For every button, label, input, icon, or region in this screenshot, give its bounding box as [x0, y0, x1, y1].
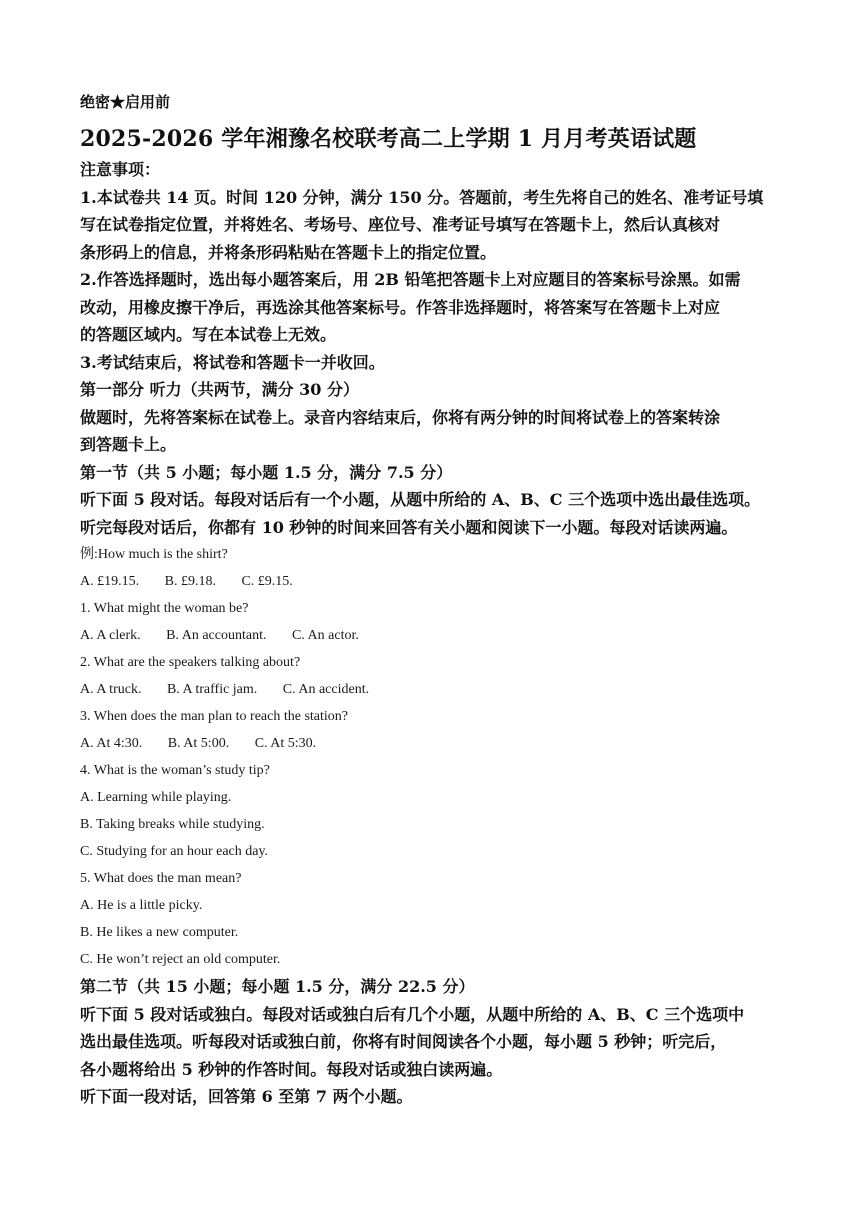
option-a: A. At 4:30. [80, 736, 143, 751]
option-a: A. He is a little picky. [80, 898, 203, 913]
option-c: C. An actor. [291, 628, 359, 643]
question-2-options [80, 676, 792, 703]
part1-intro: 做题时，先将答案标在试卷上。录音内容结束后，你将有两分钟的时间将试卷上的答案转涂 [80, 407, 721, 427]
option-c: C. Studying for an hour each day. [80, 844, 269, 859]
option-b: B. He likes a new computer. [80, 925, 239, 940]
option-a: A. Learning while playing. [80, 790, 232, 805]
section1-intro: 听下面 5 段对话。每段对话后有一个小题，从题中所给的 A、B、C 三个选项中选出最佳选项。 [80, 490, 761, 509]
option-a: A. A truck. [80, 682, 142, 697]
notes-line: 的答题区域内。写在本试卷上无效。 [80, 325, 337, 344]
option-c: C. He won’t reject an old computer. [80, 952, 281, 967]
example-question: 例:How much is the shirt? [80, 547, 228, 562]
notes-line: 条形码上的信息，并将条形码粘贴在答题卡上的指定位置。 [80, 242, 497, 262]
section1-intro: 听完每段对话后，你都有 10 秒钟的时间来回答有关小题和阅读下一小题。每段对话读两遍。 [80, 517, 738, 537]
section2-intro: 各小题将给出 5 秒钟的作答时间。每段对话或独白读两遍。 [80, 1059, 503, 1079]
question-1: 1. What might the woman be? [80, 601, 249, 616]
section2-instruction: 听下面一段对话，回答第 6 至第 7 两个小题。 [80, 1087, 413, 1106]
notes-line: 改动，用橡皮擦干净后，再选涂其他答案标号。作答非选择题时，将答案写在答题卡上对应 [80, 297, 721, 317]
section2-heading: 第二节（共 15 小题；每小题 1.5 分，满分 22.5 分） [80, 977, 475, 996]
question-4: 4. What is the woman’s study tip? [80, 763, 270, 778]
part1-intro: 到答题卡上。 [80, 435, 177, 454]
option-b: B. At 5:00. [167, 736, 230, 751]
example-options [80, 568, 792, 595]
option-b: B. £9.18. [164, 574, 216, 589]
notes-line: 3.考试结束后，将试卷和答题卡一并收回。 [80, 352, 385, 372]
part1-heading: 第一部分 听力（共两节，满分 30 分） [80, 380, 359, 399]
option-a: A. £19.15. [80, 574, 140, 589]
confidential-label: 绝密★启用前 [80, 93, 171, 111]
question-1-options [80, 622, 792, 649]
section2-intro: 听下面 5 段对话或独白。每段对话或独白后有几个小题，从题中所给的 A、B、C 三个选项中 [80, 1004, 745, 1024]
exam-title: 2025-2026 学年湘豫名校联考高二上学期 1 月月考英语试题 [80, 126, 697, 152]
question-3-options [80, 730, 792, 757]
option-c: C. £9.15. [241, 574, 293, 589]
section2-intro: 选出最佳选项。听每段对话或独白前，你将有时间阅读各个小题，每小题 5 秒钟；听完后， [80, 1032, 727, 1051]
option-c: C. At 5:30. [254, 736, 317, 751]
option-b: B. An accountant. [166, 628, 267, 643]
notes-line: 写在试卷指定位置，并将姓名、考场号、座位号、准考证号填写在答题卡上，然后认真核对 [80, 215, 721, 234]
notes-line: 1.本试卷共 14 页。时间 120 分钟，满分 150 分。答题前，考生先将自己的姓名、准考证号填 [80, 187, 764, 207]
section1-heading: 第一节（共 5 小题；每小题 1.5 分，满分 7.5 分） [80, 462, 453, 482]
question-5: 5. What does the man mean? [80, 871, 242, 886]
question-2: 2. What are the speakers talking about? [80, 655, 301, 670]
option-b: B. A traffic jam. [166, 682, 258, 697]
option-a: A. A clerk. [80, 628, 141, 643]
question-3: 3. When does the man plan to reach the station? [80, 709, 348, 724]
notes-heading: 注意事项： [80, 160, 161, 179]
notes-line: 2.作答选择题时，选出每小题答案后，用 2B 铅笔把答题卡上对应题目的答案标号涂黑。如需 [80, 270, 741, 289]
exam-page [80, 90, 792, 1111]
option-b: B. Taking breaks while studying. [80, 817, 265, 832]
option-c: C. An accident. [282, 682, 370, 697]
